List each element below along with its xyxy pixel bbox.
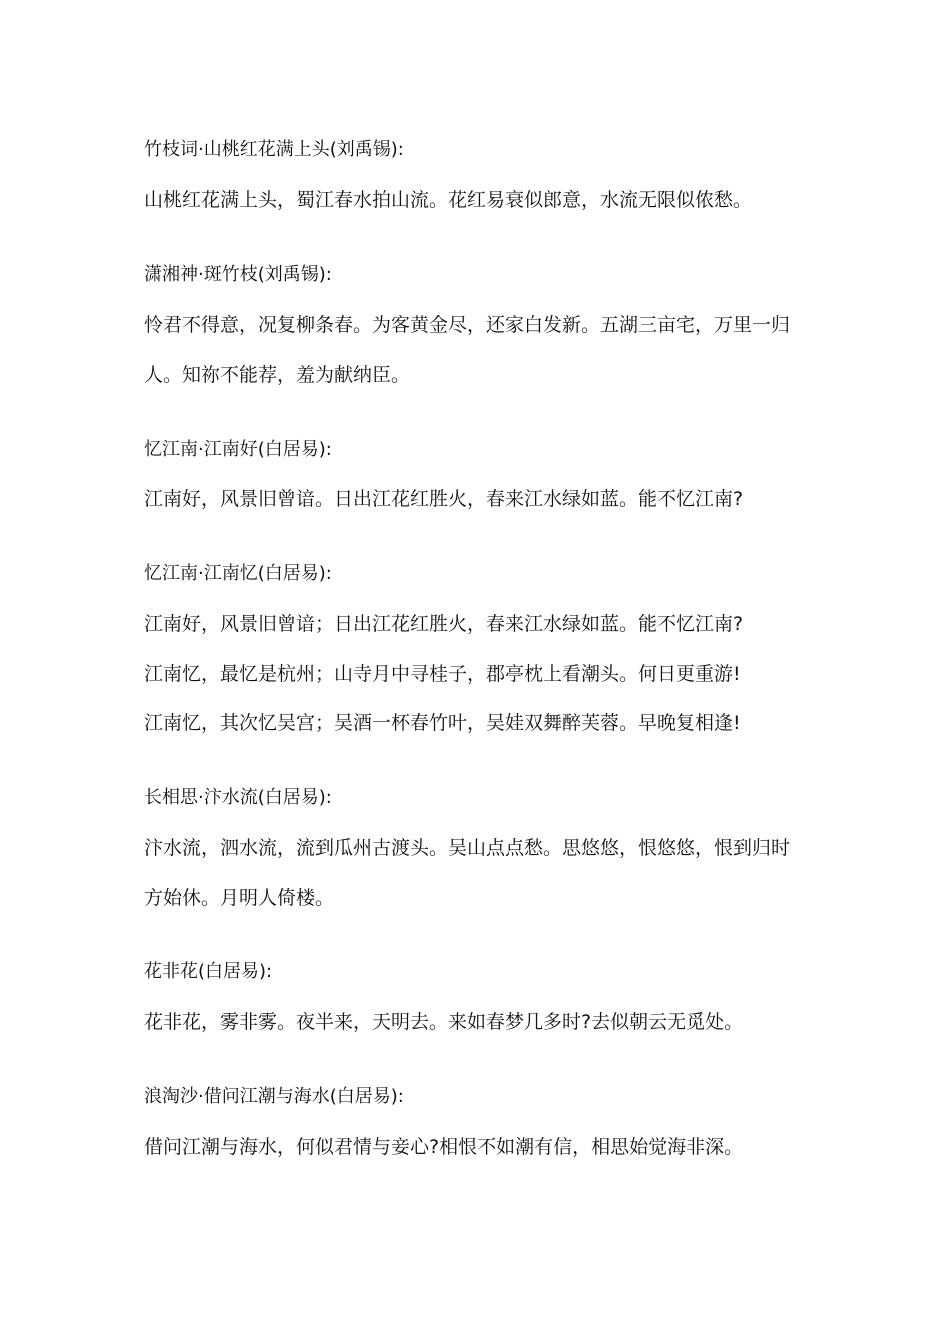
- poem-line: 人。知祢不能荐，羞为献纳臣。: [144, 364, 411, 386]
- poem-title: 竹枝词·山桃红花满上头(刘禹锡):: [144, 139, 404, 160]
- poem-title: 忆江南·江南忆(白居易):: [144, 563, 332, 584]
- poem-line: 借问江潮与海水，何似君情与妾心?相恨不如潮有信，相思始觉海非深。: [144, 1136, 744, 1158]
- poem-line: 江南好，风景旧曾谙。日出江花红胜火，春来江水绿如蓝。能不忆江南?: [144, 488, 744, 510]
- poem-title: 花非花(白居易):: [144, 961, 273, 982]
- poem-line: 山桃红花满上头，蜀江春水拍山流。花红易衰似郎意，水流无限似侬愁。: [144, 189, 753, 211]
- poem-title: 长相思·汴水流(白居易):: [144, 787, 332, 808]
- poem-title: 忆江南·江南好(白居易):: [144, 439, 332, 460]
- poem-title: 浪淘沙·借问江潮与海水(白居易):: [144, 1086, 404, 1107]
- poem-line: 汴水流，泗水流，流到瓜州古渡头。吴山点点愁。思悠悠，恨悠悠，恨到归时: [144, 837, 791, 859]
- poem-title: 潇湘神·斑竹枝(刘禹锡):: [144, 264, 332, 285]
- poem-line: 方始休。月明人倚楼。: [144, 887, 335, 909]
- poem-line: 江南好，风景旧曾谙；日出江花红胜火，春来江水绿如蓝。能不忆江南?: [144, 613, 744, 635]
- poem-line: 江南忆，最忆是杭州；山寺月中寻桂子，郡亭枕上看潮头。何日更重游!: [144, 663, 741, 685]
- poem-line: 怜君不得意，况复柳条春。为客黄金尽，还家白发新。五湖三亩宅，万里一归: [144, 314, 791, 336]
- poem-line: 江南忆，其次忆吴宫；吴酒一杯春竹叶，吴娃双舞醉芙蓉。早晚复相逢!: [144, 712, 741, 734]
- poem-line: 花非花，雾非雾。夜半来，天明去。来如春梦几多时?去似朝云无觅处。: [144, 1011, 744, 1033]
